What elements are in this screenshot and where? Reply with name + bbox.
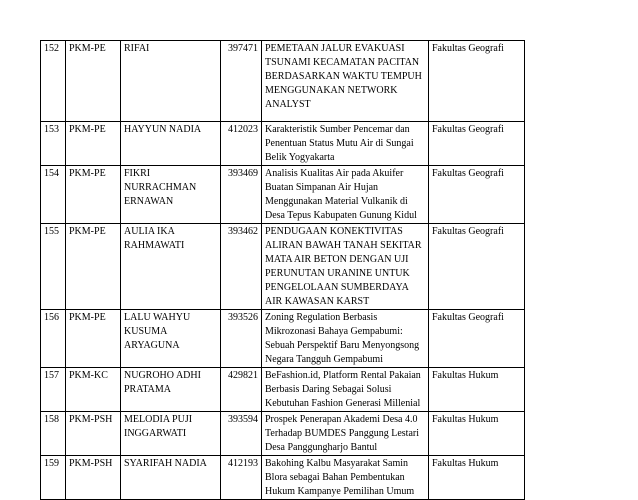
student-id: 393462 [221, 224, 262, 310]
faculty: Fakultas Geografi [429, 166, 525, 224]
pkm-type: PKM-PSH [66, 412, 121, 456]
student-id: 412193 [221, 456, 262, 500]
faculty: Fakultas Geografi [429, 310, 525, 368]
proposal-title: Bakohing Kalbu Masyarakat Samin Blora sebagai Bahan Pembentukan Hukum Kampanye Pemilihan Umum [262, 456, 429, 500]
proposal-table [40, 40, 525, 500]
table-row [41, 166, 525, 224]
pkm-type: PKM-PE [66, 310, 121, 368]
student-id: 393526 [221, 310, 262, 368]
student-id: 429821 [221, 368, 262, 412]
faculty: Fakultas Geografi [429, 122, 525, 166]
proposal-title: Prospek Penerapan Akademi Desa 4.0 Terhadap BUMDES Panggung Lestari Desa Panggungharjo Bantul [262, 412, 429, 456]
row-number: 154 [41, 166, 66, 224]
student-name: FIKRI NURRACHMAN ERNAWAN [121, 166, 221, 224]
student-name: MELODIA PUJI INGGARWATI [121, 412, 221, 456]
student-id: 393594 [221, 412, 262, 456]
row-number: 153 [41, 122, 66, 166]
student-name: HAYYUN NADIA [121, 122, 221, 166]
pkm-type: PKM-PE [66, 41, 121, 122]
pkm-type: PKM-PE [66, 166, 121, 224]
pkm-type: PKM-KC [66, 368, 121, 412]
row-number: 155 [41, 224, 66, 310]
proposal-title: Karakteristik Sumber Pencemar dan Penentuan Status Mutu Air di Sungai Belik Yogyakarta [262, 122, 429, 166]
student-name: SYARIFAH NADIA [121, 456, 221, 500]
student-name: RIFAI [121, 41, 221, 122]
pkm-type: PKM-PE [66, 224, 121, 310]
faculty: Fakultas Hukum [429, 368, 525, 412]
table-row [41, 122, 525, 166]
student-name: NUGROHO ADHI PRATAMA [121, 368, 221, 412]
faculty: Fakultas Geografi [429, 41, 525, 122]
student-id: 393469 [221, 166, 262, 224]
row-number: 156 [41, 310, 66, 368]
table-row [41, 368, 525, 412]
pkm-type: PKM-PE [66, 122, 121, 166]
faculty: Fakultas Hukum [429, 456, 525, 500]
proposal-title: Zoning Regulation Berbasis Mikrozonasi Bahaya Gempabumi: Sebuah Perspektif Baru Menyongsong Negara Tangguh Gempabumi [262, 310, 429, 368]
proposal-title: BeFashion.id, Platform Rental Pakaian Berbasis Daring Sebagai Solusi Kebutuhan Fashion Generasi Millenial [262, 368, 429, 412]
proposal-title: PENDUGAAN KONEKTIVITAS ALIRAN BAWAH TANAH SEKITAR MATA AIR BETON DENGAN UJI PERUNUTAN URANINE UNTUK PENGELOLAAN SUMBERDAYA AIR KAWASAN KARST [262, 224, 429, 310]
student-id: 397471 [221, 41, 262, 122]
student-id: 412023 [221, 122, 262, 166]
row-number: 152 [41, 41, 66, 122]
student-name: AULIA IKA RAHMAWATI [121, 224, 221, 310]
faculty: Fakultas Hukum [429, 412, 525, 456]
pkm-type: PKM-PSH [66, 456, 121, 500]
faculty: Fakultas Geografi [429, 224, 525, 310]
table-row [41, 412, 525, 456]
table-row [41, 41, 525, 122]
row-number: 157 [41, 368, 66, 412]
proposal-title: Analisis Kualitas Air pada Akuifer Buatan Simpanan Air Hujan Menggunakan Material Vulkanik di Desa Tepus Kabupaten Gunung Kidul [262, 166, 429, 224]
table-row [41, 224, 525, 310]
row-number: 158 [41, 412, 66, 456]
table-row [41, 310, 525, 368]
row-number: 159 [41, 456, 66, 500]
student-name: LALU WAHYU KUSUMA ARYAGUNA [121, 310, 221, 368]
proposal-title: PEMETAAN JALUR EVAKUASI TSUNAMI KECAMATAN PACITAN BERDASARKAN WAKTU TEMPUH MENGGUNAKAN NETWORK ANALYST [262, 41, 429, 122]
